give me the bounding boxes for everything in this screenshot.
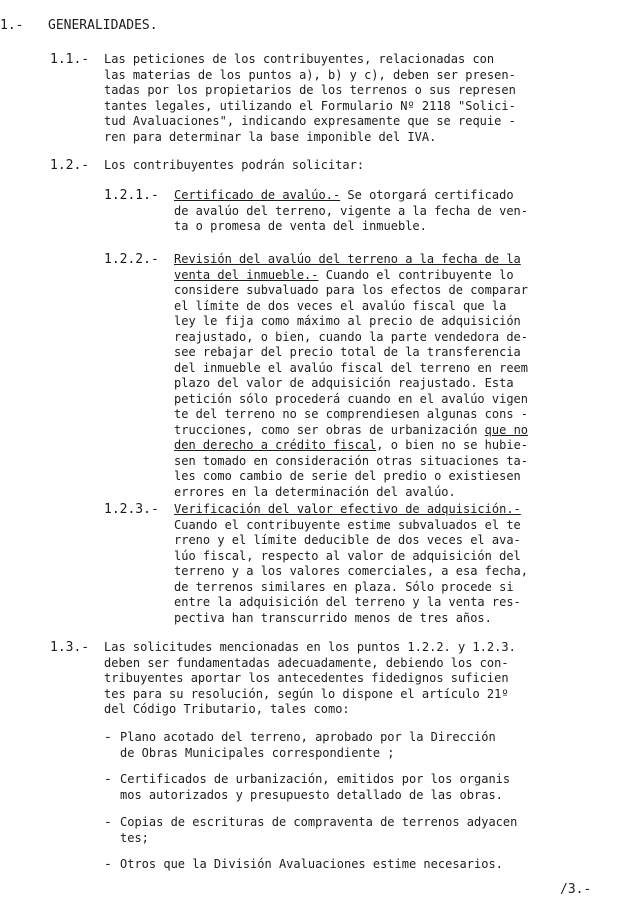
text-line: les como cambio de serie del predio o existiesen bbox=[174, 469, 521, 483]
text-run: Cuando el contribuyente lo bbox=[318, 267, 514, 282]
text-line: el límite de dos veces el avalúo fiscal que la bbox=[174, 298, 507, 313]
paragraph-1-3 bbox=[104, 640, 516, 718]
text-line: terreno y a los valores comerciales, a esa fecha, bbox=[174, 564, 529, 578]
text-line: tes; bbox=[120, 830, 149, 845]
list-item bbox=[120, 772, 510, 803]
section-title: GENERALIDADES. bbox=[48, 18, 158, 33]
list-item bbox=[120, 730, 496, 761]
subparagraph-1-2-3 bbox=[174, 502, 528, 626]
text-line: reajustado, o bien, cuando la parte vendedora de- bbox=[174, 329, 529, 344]
text-line: de avalúo del terreno, vigente a la fecha de ven- bbox=[174, 203, 529, 218]
paragraph-number: 1.3.- bbox=[50, 640, 90, 655]
subparagraph-title: Revisión del avalúo del terreno a la fecha de la bbox=[174, 252, 521, 266]
list-item bbox=[120, 857, 503, 873]
paragraph-number: 1.1.- bbox=[50, 52, 90, 67]
text-line: plazo del valor de adquisición reajustado. Esta bbox=[174, 376, 514, 390]
subparagraph-number: 1.2.3.- bbox=[104, 502, 159, 517]
text-line: Copias de escrituras de compraventa de terrenos adyacen bbox=[120, 815, 518, 829]
text-line: Cuando el contribuyente estime subvaluados el te bbox=[174, 517, 521, 532]
subparagraph-number: 1.2.1.- bbox=[104, 188, 159, 203]
underlined-phrase: den derecho a crédito fiscal bbox=[174, 438, 377, 452]
text-line bbox=[174, 268, 528, 284]
text-line: Las peticiones de los contribuyentes, relacionadas con bbox=[104, 52, 495, 66]
text-line: tantes legales, utilizando el Formulario Nº 2118 "Solici- bbox=[104, 98, 516, 113]
text-line: sen tomado en consideración otras situaciones ta- bbox=[174, 453, 529, 468]
subparagraph-title: venta del inmueble.- bbox=[174, 267, 319, 282]
text-line: tud Avaluaciones", indicando expresamente que se requie - bbox=[104, 114, 516, 128]
text-line: see rebajar del precio total de la transferencia bbox=[174, 345, 521, 359]
text-line: rreno y el límite deducible de dos veces el ava- bbox=[174, 533, 521, 547]
text-line: tadas por los propietarios de los terrenos o sus represen bbox=[104, 83, 516, 97]
text-run: , o bien no se hubie- bbox=[376, 438, 529, 452]
text-line: ta o promesa de venta del inmueble. bbox=[174, 219, 427, 233]
list-item bbox=[120, 815, 517, 846]
subparagraph-1-2-1 bbox=[174, 188, 528, 235]
paragraph-1-2-intro bbox=[104, 158, 364, 174]
text-line: entre la adquisición del terreno y la venta res- bbox=[174, 595, 521, 609]
subparagraph-1-2-2 bbox=[174, 252, 528, 500]
section-number: 1.- bbox=[0, 18, 24, 33]
list-bullet: - bbox=[104, 857, 112, 872]
subparagraph-title: Certificado de avalúo.- bbox=[174, 188, 341, 202]
text-line: deben ser fundamentadas adecuadamente, debiendo los con- bbox=[104, 655, 509, 670]
text-line: considere subvaluado para los efectos de comparar bbox=[174, 283, 529, 297]
text-line: del Código Tributario, tales como: bbox=[104, 702, 350, 716]
list-bullet: - bbox=[104, 730, 112, 745]
text-line: lúo fiscal, respecto al valor de adquisición del bbox=[174, 548, 521, 563]
text-line: te del terreno no se comprendiesen algunas cons - bbox=[174, 407, 529, 421]
text-line: Los contribuyentes podrán solicitar: bbox=[104, 158, 365, 172]
text-line: errores en la determinación del avalúo. bbox=[174, 484, 456, 499]
text-line: Las solicitudes mencionadas en los puntos 1.2.2. y 1.2.3. bbox=[104, 640, 516, 654]
text-line bbox=[174, 423, 528, 439]
paragraph-number: 1.2.- bbox=[50, 158, 90, 173]
subparagraph-title: Verificación del valor efectivo de adquisición.- bbox=[174, 502, 521, 516]
text-line: Plano acotado del terreno, aprobado por la Dirección bbox=[120, 730, 496, 744]
text-line: de Obras Municipales correspondiente ; bbox=[120, 745, 395, 760]
text-line: mos autorizados y presupuesto detallado de las obras. bbox=[120, 787, 503, 802]
list-bullet: - bbox=[104, 772, 112, 787]
list-bullet: - bbox=[104, 815, 112, 830]
page-reference: /3.- bbox=[560, 882, 592, 897]
text-line: Otros que la División Avaluaciones estime necesarios. bbox=[120, 857, 503, 871]
text-line: de terrenos similares en plaza. Sólo procede si bbox=[174, 579, 514, 594]
text-line bbox=[174, 438, 528, 454]
text-run: trucciones, como ser obras de urbanización bbox=[174, 422, 478, 437]
text-line: ley le fija como máximo al precio de adquisición bbox=[174, 314, 521, 328]
text-line: tribuyentes aportar los antecedentes fidedignos suficien bbox=[104, 671, 509, 685]
text-line bbox=[174, 188, 528, 204]
text-line: petición sólo procederá cuando en el avalúo vigen bbox=[174, 391, 529, 406]
text-line: las materias de los puntos a), b) y c), deben ser presen- bbox=[104, 67, 516, 82]
text-line: del inmueble el avalúo fiscal del terreno en reem bbox=[174, 360, 529, 375]
subparagraph-number: 1.2.2.- bbox=[104, 252, 159, 267]
text-line: tes para su resolución, según lo dispone el artículo 21º bbox=[104, 686, 509, 701]
underlined-phrase: que no bbox=[484, 422, 529, 437]
text-line: ren para determinar la base imponible del IVA. bbox=[104, 129, 437, 144]
text-run: Se otorgará certificado bbox=[340, 188, 514, 202]
paragraph-1-1 bbox=[104, 52, 516, 145]
text-line: Certificados de urbanización, emitidos por los organis bbox=[120, 772, 511, 786]
text-line: pectiva han transcurrido menos de tres años. bbox=[174, 610, 492, 625]
